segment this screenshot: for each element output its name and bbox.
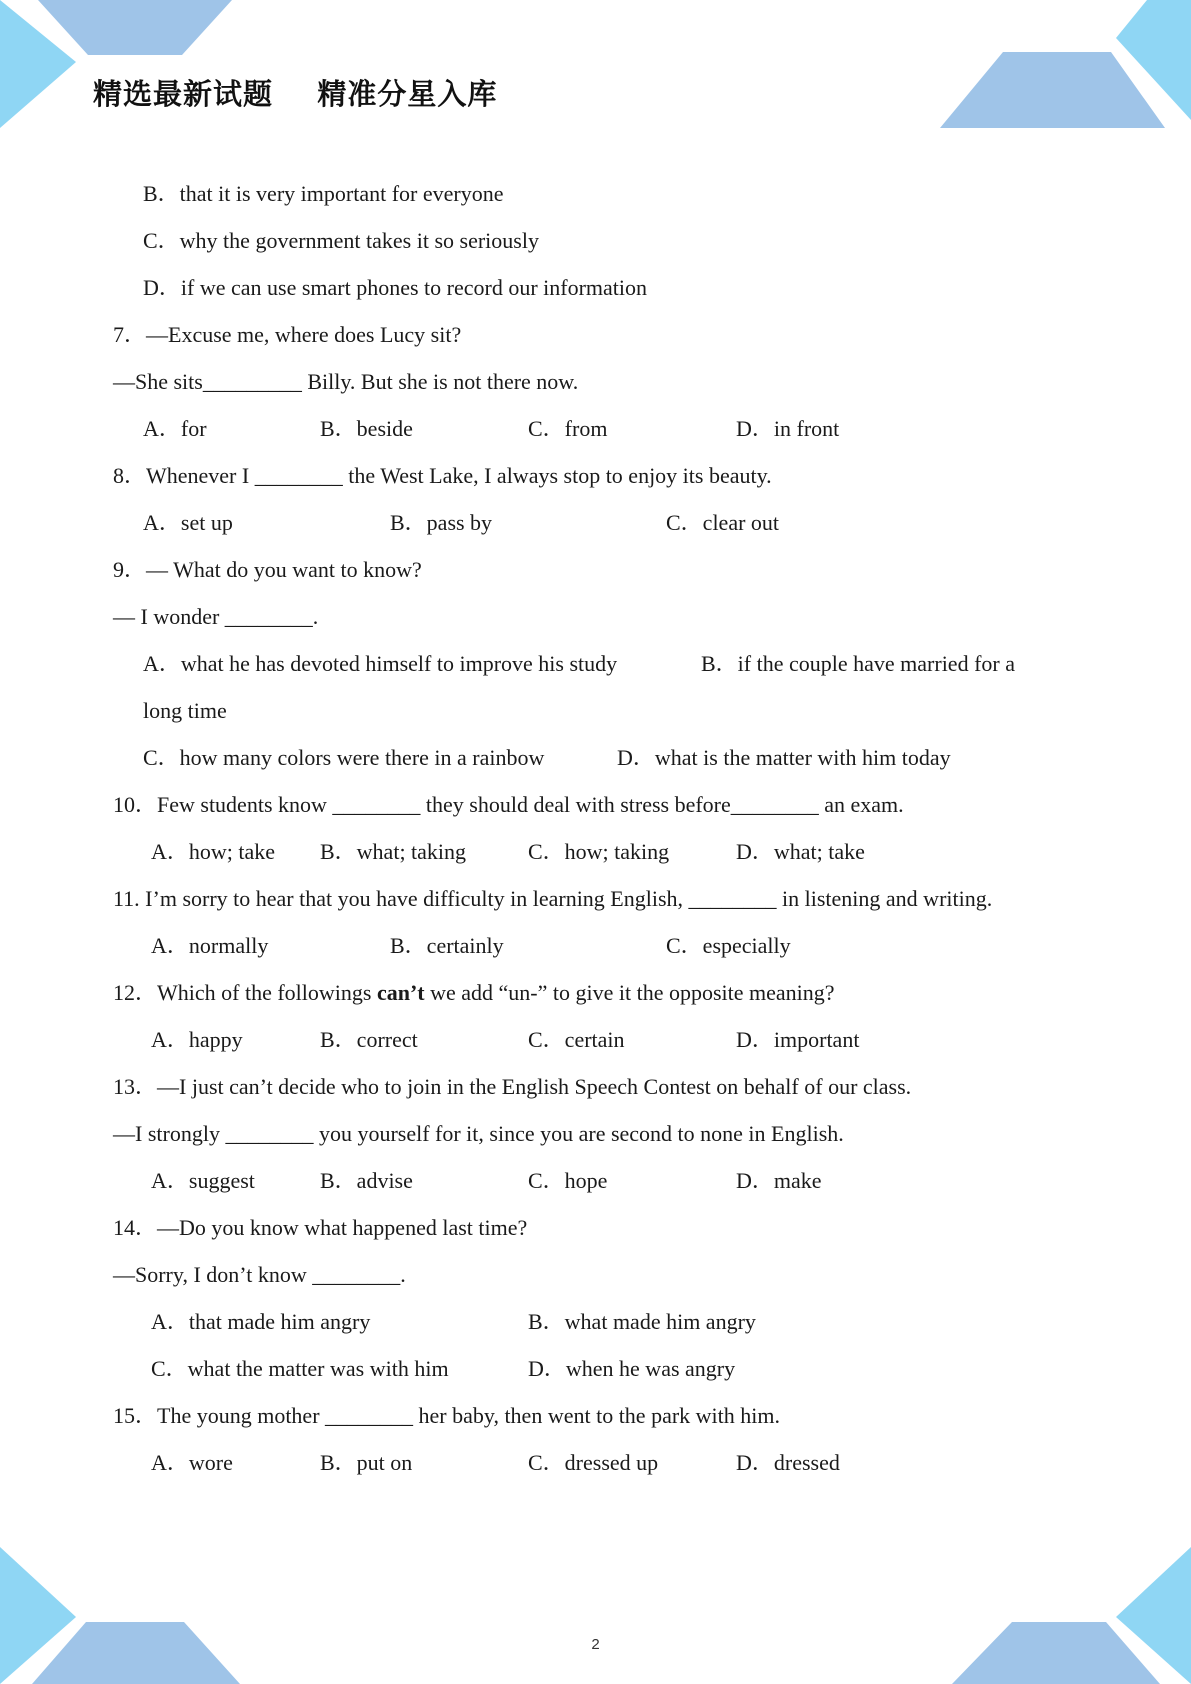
q8-option-b: B．pass by [390, 510, 493, 535]
q14-option-a: A．that made him angry [151, 1309, 371, 1334]
q6-option-d: D．if we can use smart phones to record our information [143, 275, 648, 300]
q12-option-b: B．correct [320, 1027, 418, 1052]
q12-option-a: A．happy [151, 1027, 243, 1052]
q13-option-c: C．hope [528, 1168, 608, 1193]
corner-shape-bottom-right-band [952, 1622, 1160, 1684]
q15-question: 15．The young mother ________ her baby, then went to the park with him. [113, 1403, 781, 1428]
q10-question: 10．Few students know ________ they should deal with stress before________ an exam. [113, 792, 904, 817]
q7-option-c: C．from [528, 416, 608, 441]
q15-option-b: B．put on [320, 1450, 413, 1475]
q9-option-b: B．if the couple have married for a [701, 651, 1015, 676]
q7-question: 7．—Excuse me, where does Lucy sit? [113, 322, 462, 347]
q6-option-c: C．why the government takes it so seriously [143, 228, 539, 253]
q12-question [113, 979, 835, 1007]
q13-option-b: B．advise [320, 1168, 413, 1193]
q9-option-d: D．what is the matter with him today [617, 745, 951, 770]
q15-option-a: A．wore [151, 1450, 233, 1475]
q12-option-d: D．important [736, 1027, 860, 1052]
q11-option-a: A．normally [151, 933, 269, 958]
q14-option-c: C．what the matter was with him [151, 1356, 449, 1381]
q9-question: 9．— What do you want to know? [113, 557, 422, 582]
q13-option-a: A．suggest [151, 1168, 255, 1193]
q12-text-after: we add “un-” to give it the opposite meaning? [424, 980, 835, 1005]
corner-shape-bottom-left-band [32, 1622, 240, 1684]
corner-shape-top-left-band [38, 0, 232, 55]
q10-option-d: D．what; take [736, 839, 865, 864]
q14-option-b: B．what made him angry [528, 1309, 756, 1334]
q9-option-a: A．what he has devoted himself to improve his study [143, 651, 618, 676]
q7-reply: —She sits_________ Billy. But she is not there now. [113, 369, 579, 394]
q8-question: 8．Whenever I ________ the West Lake, I always stop to enjoy its beauty. [113, 463, 772, 488]
page-number: 2 [591, 1636, 600, 1653]
q11-question: 11. I’m sorry to hear that you have difficulty in learning English, ________ in listening and writing. [113, 886, 993, 911]
q10-option-a: A．how; take [151, 839, 276, 864]
q13-option-d: D．make [736, 1168, 822, 1193]
q13-question: 13．—I just can’t decide who to join in the English Speech Contest on behalf of our class. [113, 1074, 912, 1099]
q14-reply: —Sorry, I don’t know ________. [113, 1262, 406, 1287]
q7-option-b: B．beside [320, 416, 413, 441]
q7-option-a: A．for [143, 416, 207, 441]
q11-option-b: B．certainly [390, 933, 504, 958]
q10-option-b: B．what; taking [320, 839, 467, 864]
q9-option-b-continued: long time [143, 698, 227, 723]
corner-shape-top-right-band [940, 52, 1165, 128]
q8-option-a: A．set up [143, 510, 233, 535]
q15-option-c: C．dressed up [528, 1450, 659, 1475]
q15-option-d: D．dressed [736, 1450, 840, 1475]
q6-option-b: B．that it is very important for everyone [143, 181, 504, 206]
q8-option-c: C．clear out [666, 510, 780, 535]
q14-question: 14．—Do you know what happened last time? [113, 1215, 528, 1240]
q12-text-before: 12．Which of the followings [113, 980, 377, 1005]
q12-emphasis: can’t [376, 980, 425, 1005]
q9-option-c: C．how many colors were there in a rainbow [143, 745, 545, 770]
header-title: 精选最新试题 精准分星入库 [93, 77, 498, 111]
q10-option-c: C．how; taking [528, 839, 670, 864]
q7-option-d: D．in front [736, 416, 840, 441]
q9-reply: — I wonder ________. [113, 604, 319, 629]
q11-option-c: C．especially [666, 933, 791, 958]
q13-reply: —I strongly ________ you yourself for it, since you are second to none in English. [113, 1121, 844, 1146]
q12-option-c: C．certain [528, 1027, 625, 1052]
q14-option-d: D．when he was angry [528, 1356, 736, 1381]
